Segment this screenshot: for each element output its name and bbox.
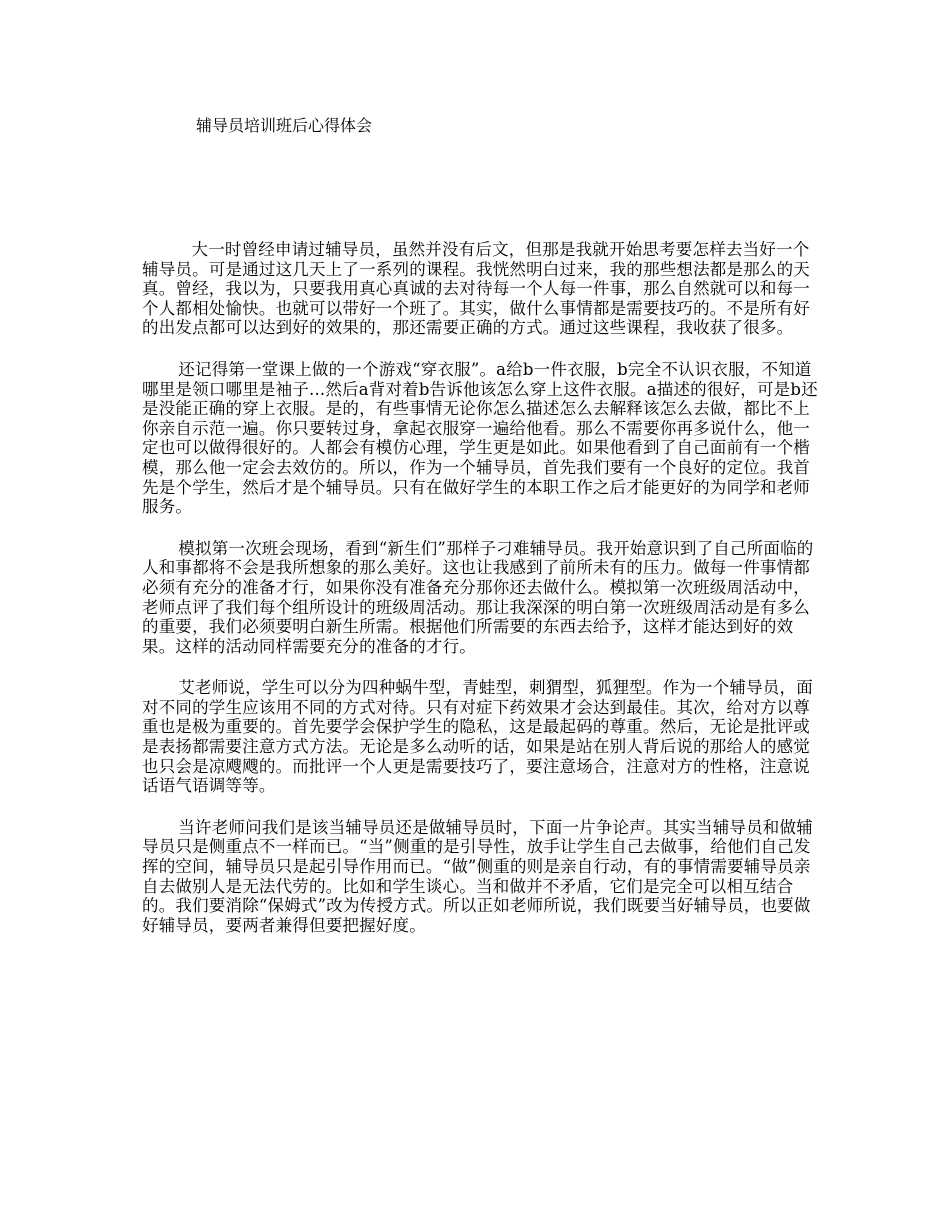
paragraph-3: 模拟第一次班会现场，看到“新生们”那样子刁难辅导员。我开始意识到了自己所面临的人和事都将不会是我所想象的那么美好。这也让我感到了前所未有的压力。做每一件事情都必须有充分的准备才行，如果你没有准备充分那你还去做什么。模拟第一次班级周活动中，老师点评了我们每个组所设计的班级周活动。那让我深深的明白第一次班级周活动是有多么的重要，我们必须要明白新生所需。根据他们所需要的东西去给予，这样才能达到好的效果。这样的活动同样需要充分的准备的才行。 <box>142 538 814 656</box>
paragraph-1: 大一时曾经申请过辅导员，虽然并没有后文，但那是我就开始思考要怎样去当好一个辅导员。可是通过这几天上了一系列的课程。我恍然明白过来，我的那些想法都是那么的天真。曾经，我以为，只要我用真心真诚的去对待每一个人每一件事，那么自然就可以和每一个人都相处愉快。也就可以带好一个班了。其实，做什么事情都是需要技巧的。不是所有好的出发点都可以达到好的效果的，那还需要正确的方式。通过这些课程，我收获了很多。 <box>142 240 810 338</box>
document-title: 辅导员培训班后心得体会 <box>196 116 373 135</box>
paragraph-2: 还记得第一堂课上做的一个游戏“穿衣服”。a给b一件衣服，b完全不认识衣服，不知道哪里是领口哪里是袖子...然后a背对着b告诉他该怎么穿上这件衣服。a描述的很好，可是b还是没能正确的穿上衣服。是的，有些事情无论你怎么描述怎么去解释该怎么去做，都比不上你亲自示范一遍。你只要转过身，拿起衣服穿一遍给他看。那么不需要你再多说什么，他一定也可以做得很好的。人都会有模仿心理，学生更是如此。如果他看到了自己面前有一个楷模，那么他一定会去效仿的。所以，作为一个辅导员，首先我们要有一个良好的定位。我首先是个学生，然后才是个辅导员。只有在做好学生的本职工作之后才能更好的为同学和老师服务。 <box>142 359 818 517</box>
document-body <box>142 240 822 957</box>
paragraph-5: 当许老师问我们是该当辅导员还是做辅导员时，下面一片争论声。其实当辅导员和做辅导员只是侧重点不一样而已。“当”侧重的是引导性，放手让学生自己去做事，给他们自己发挥的空间，辅导员只是起引导作用而已。“做”侧重的则是亲自行动，有的事情需要辅导员亲自去做别人是无法代劳的。比如和学生谈心。当和做并不矛盾，它们是完全可以相互结合的。我们要消除“保姆式”改为传授方式。所以正如老师所说，我们既要当好辅导员，也要做好辅导员，要两者兼得但要把握好度。 <box>142 817 813 935</box>
paragraph-4: 艾老师说，学生可以分为四种蜗牛型，青蛙型，刺猬型，狐狸型。作为一个辅导员，面对不同的学生应该用不同的方式对待。只有对症下药效果才会达到最佳。其次，给对方以尊重也是极为重要的。首先要学会保护学生的隐私，这是最起码的尊重。然后，无论是批评或是表扬都需要注意方式方法。无论是多么动听的话，如果是站在别人背后说的那给人的感觉也只会是凉飕飕的。而批评一个人更是需要技巧了，要注意场合，注意对方的性格，注意说话语气语调等等。 <box>142 678 813 796</box>
